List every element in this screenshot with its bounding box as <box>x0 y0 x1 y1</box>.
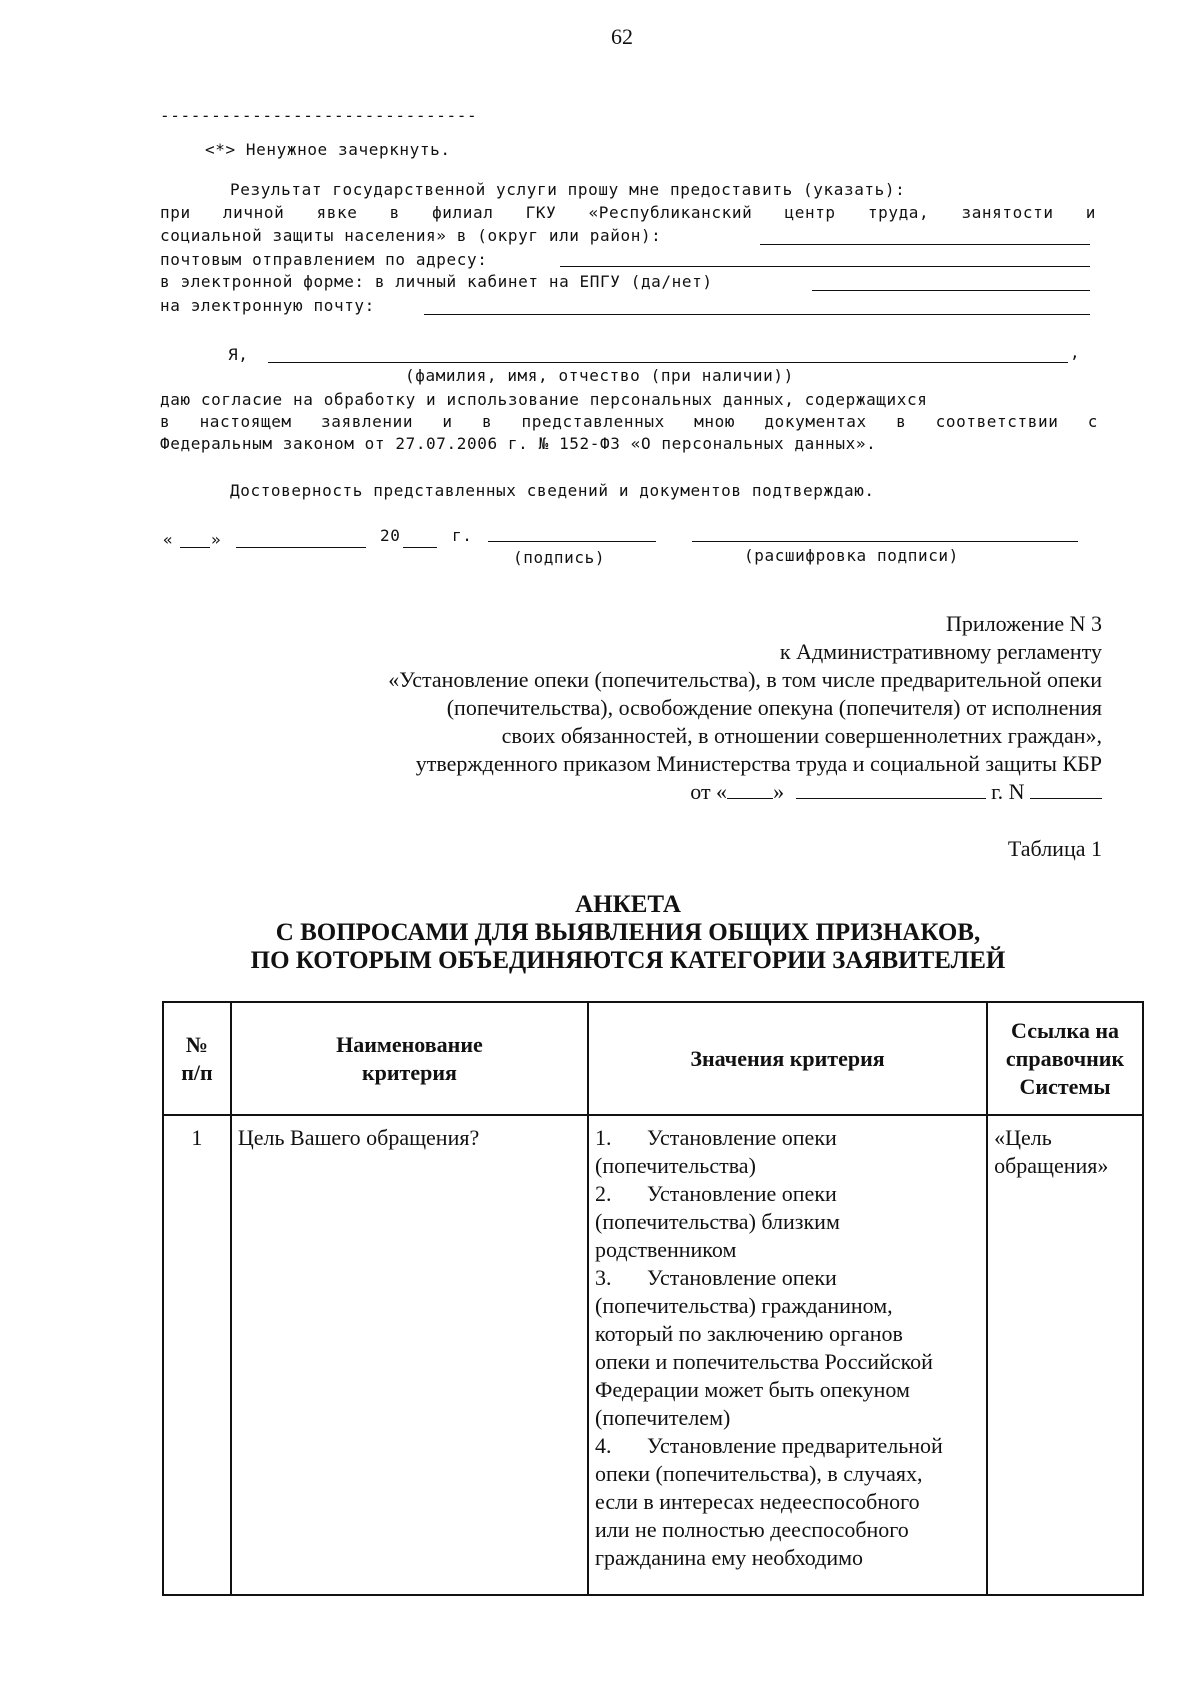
value-item-text: (попечителем) <box>595 1405 731 1430</box>
value-item-text: Установление опеки <box>647 1265 837 1290</box>
date-close-quote: » <box>211 530 222 549</box>
appendix-line-2: к Административному регламенту <box>779 639 1102 664</box>
value-item-text: или не полностью дееспособного <box>595 1517 909 1542</box>
row-criterion-name: Цель Вашего обращения? <box>231 1115 588 1595</box>
value-item-number: 3. <box>595 1265 612 1290</box>
footnote-separator: ------------------------------- <box>160 106 478 125</box>
appendix-date-line <box>388 778 1102 806</box>
signature-input-line[interactable] <box>488 541 656 542</box>
header-reference-line-2: справочник <box>1005 1045 1125 1071</box>
header-criterion-name-line-1: Наименование <box>336 1031 483 1057</box>
result-line-email: на электронную почту: <box>160 296 375 315</box>
appendix-line-6: утвержденного приказом Министерства труда и социальной защиты КБР <box>415 751 1102 776</box>
date-year-input-line[interactable] <box>403 547 437 548</box>
date-month-input-line[interactable] <box>236 547 366 548</box>
result-intro: Результат государственной услуги прошу мне предоставить (указать): <box>230 180 906 199</box>
result-line-district: социальной защиты населения» в (округ или район): <box>160 226 662 245</box>
row-system-reference <box>987 1115 1143 1595</box>
confirm-text: Достоверность представленных сведений и документов подтверждаю. <box>230 481 875 500</box>
appendix-month-input-line[interactable] <box>796 784 986 799</box>
value-item-text: опеки и попечительства Российской <box>595 1349 933 1374</box>
appendix-day-input-line[interactable] <box>727 784 773 799</box>
row-reference-line-1: «Цель <box>994 1125 1052 1150</box>
heading-line-1: АНКЕТА <box>575 891 681 918</box>
header-criterion-name <box>231 1002 588 1115</box>
date-open-quote: « <box>163 530 174 549</box>
header-criterion-values: Значения критерия <box>588 1002 987 1115</box>
value-item-text: родственником <box>595 1237 737 1262</box>
value-item <box>595 1264 980 1432</box>
result-line-visit <box>160 203 1096 222</box>
district-input-line[interactable] <box>760 244 1090 245</box>
header-number <box>163 1002 231 1115</box>
value-item <box>595 1432 980 1572</box>
value-item <box>595 1124 980 1180</box>
fio-input-line[interactable] <box>268 362 1068 363</box>
heading-line-3: ПО КОТОРЫМ ОБЪЕДИНЯЮТСЯ КАТЕГОРИИ ЗАЯВИТЕЛЕЙ <box>250 947 1006 974</box>
date-year-suffix: г. <box>452 526 473 545</box>
appendix-year-suffix: г. N <box>991 779 1025 804</box>
consent-comma: , <box>1070 343 1081 362</box>
consent-line-3: Федеральным законом от 27.07.2006 г. № 152-ФЗ «О персональных данных». <box>160 434 877 453</box>
value-item <box>595 1180 980 1264</box>
appendix-date-close: » <box>773 779 785 804</box>
table-header-row <box>163 1002 1143 1115</box>
consent-line-1: даю согласие на обработку и использование персональных данных, содержащихся <box>160 390 928 409</box>
consent-line-2 <box>160 412 1098 431</box>
value-item-text: Установление опеки <box>647 1181 837 1206</box>
header-number-line-1: № <box>185 1031 208 1057</box>
appendix-line-3: «Установление опеки (попечительства), в том числе предварительной опеки <box>388 667 1102 692</box>
signature-decoding-input-line[interactable] <box>692 541 1078 542</box>
consent-ya: Я, <box>228 345 249 364</box>
page-number: 62 <box>611 24 633 49</box>
row-reference-line-2: обращения» <box>994 1153 1109 1178</box>
appendix-line-4: (попечительства), освобождение опекуна (попечителя) от исполнения <box>446 695 1102 720</box>
fio-caption: (фамилия, имя, отчество (при наличии)) <box>405 366 794 385</box>
result-line-epgu: в электронной форме: в личный кабинет на ЕПГУ (да/нет) <box>160 272 713 291</box>
header-number-line-2: п/п <box>181 1059 213 1085</box>
appendix-date-prefix: от « <box>690 779 728 804</box>
table-row <box>163 1115 1143 1595</box>
value-item-number: 4. <box>595 1433 612 1458</box>
consent-line-2-text: в настоящем заявлении и в представленных мною документах в соответствии с <box>160 412 1098 431</box>
value-item-text: Установление предварительной <box>647 1433 943 1458</box>
appendix-line-1: Приложение N 3 <box>946 611 1102 636</box>
signature-caption: (подпись) <box>513 548 606 567</box>
row-criterion-values <box>588 1115 987 1595</box>
result-line-visit-text: при личной явке в филиал ГКУ «Республиканский центр труда, занятости и <box>160 203 1096 222</box>
value-item-text: (попечительства) гражданином, <box>595 1293 893 1318</box>
appendix-block <box>388 610 1102 806</box>
header-reference-line-1: Ссылка на <box>1011 1017 1120 1043</box>
form-heading <box>160 891 1096 975</box>
appendix-line-5: своих обязанностей, в отношении совершеннолетних граждан», <box>501 723 1102 748</box>
value-item-number: 2. <box>595 1181 612 1206</box>
header-system-reference <box>987 1002 1143 1115</box>
header-criterion-name-line-2: критерия <box>361 1059 457 1085</box>
postal-address-input-line[interactable] <box>560 266 1090 267</box>
value-item-text: опеки (попечительства), в случаях, <box>595 1461 923 1486</box>
value-item-text: (попечительства) <box>595 1153 756 1178</box>
value-item-text: (попечительства) близким <box>595 1209 840 1234</box>
value-item-text: гражданина ему необходимо <box>595 1545 864 1570</box>
date-year-prefix: 20 <box>380 526 401 545</box>
header-reference-line-3: Системы <box>1019 1073 1111 1099</box>
value-item-number: 1. <box>595 1125 612 1150</box>
decoding-caption: (расшифровка подписи) <box>744 546 959 565</box>
criteria-table <box>162 1001 1144 1596</box>
value-item-text: Установление опеки <box>647 1125 837 1150</box>
table-label: Таблица 1 <box>1007 836 1102 861</box>
value-item-text: Федерации может быть опекуном <box>595 1377 910 1402</box>
value-item-text: который по заключению органов <box>595 1321 903 1346</box>
email-input-line[interactable] <box>424 314 1090 315</box>
footnote-text: <*> Ненужное зачеркнуть. <box>205 140 451 159</box>
row-number: 1 <box>163 1115 231 1595</box>
date-day-input-line[interactable] <box>180 547 210 548</box>
result-line-post: почтовым отправлением по адресу: <box>160 250 488 269</box>
appendix-number-input-line[interactable] <box>1030 784 1102 799</box>
epgu-input-line[interactable] <box>812 290 1090 291</box>
value-item-text: если в интересах недееспособного <box>595 1489 920 1514</box>
heading-line-2: С ВОПРОСАМИ ДЛЯ ВЫЯВЛЕНИЯ ОБЩИХ ПРИЗНАКОВ, <box>275 919 981 946</box>
